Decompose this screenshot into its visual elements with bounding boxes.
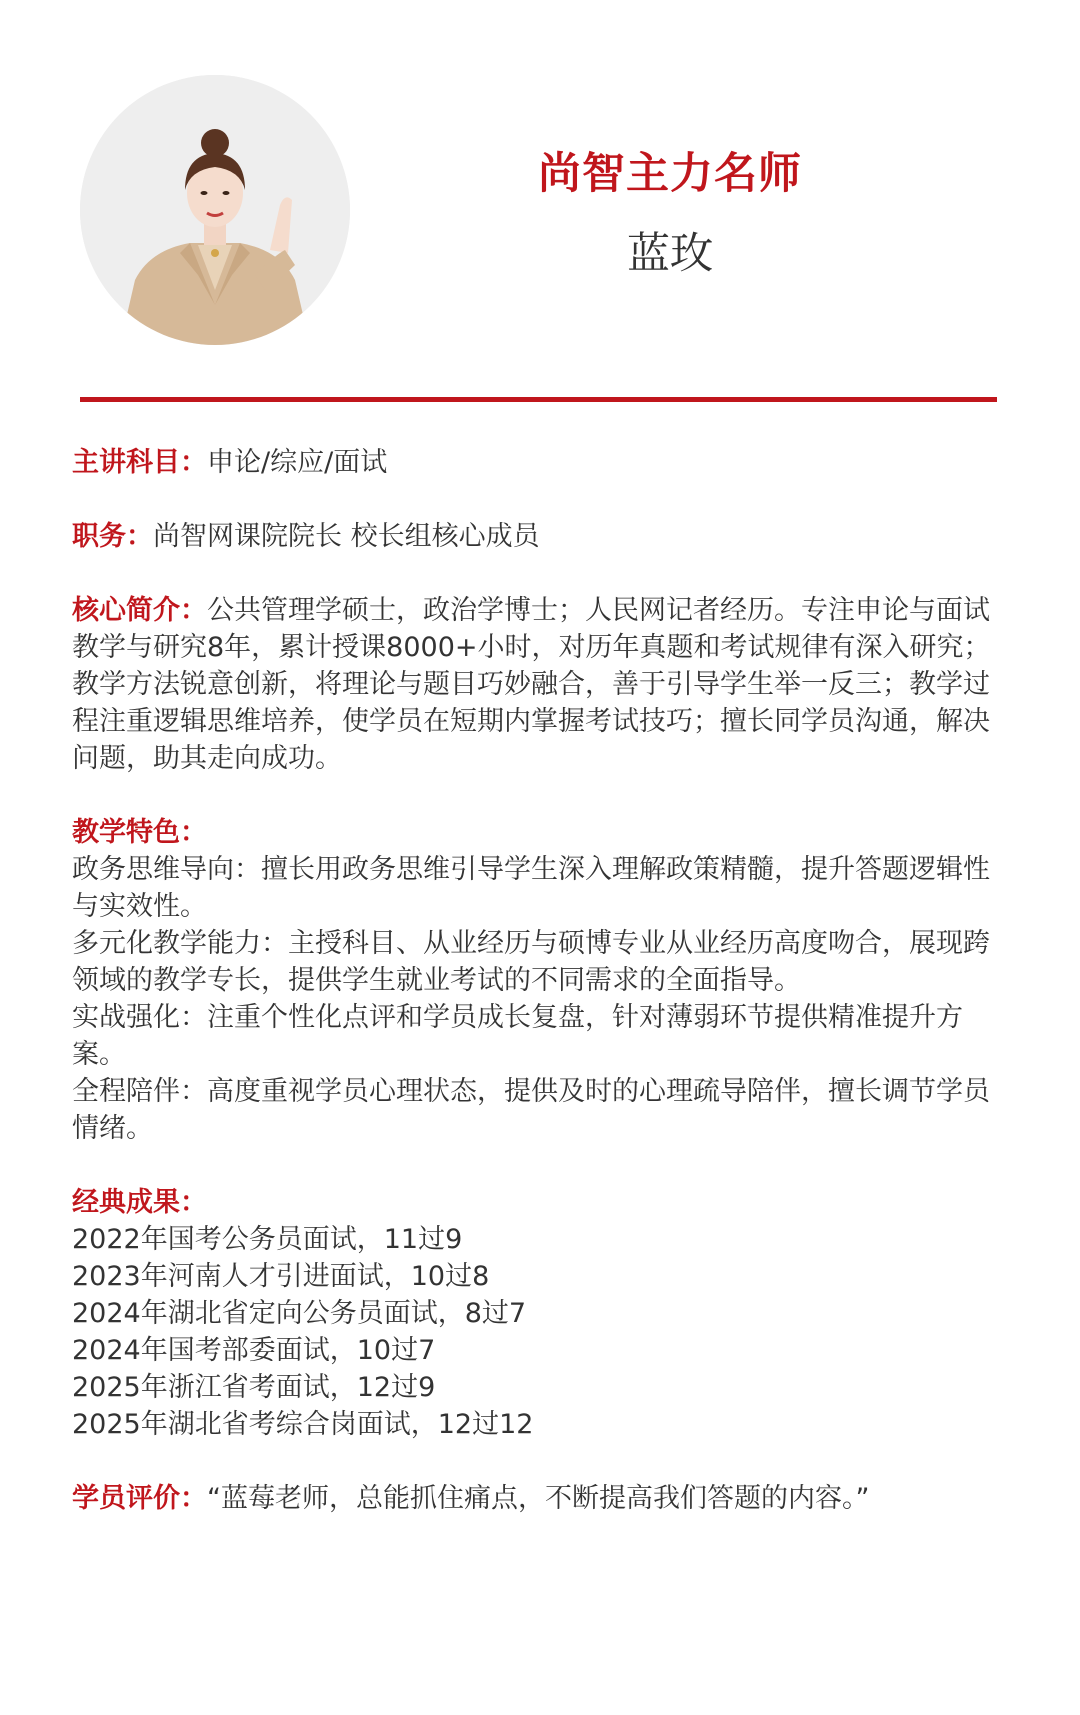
features-label: 教学特色：	[72, 817, 207, 848]
review-section	[72, 1480, 1002, 1517]
result-item: 2024年湖北省定向公务员面试，8过7	[72, 1298, 527, 1329]
profile-content	[72, 444, 1002, 1517]
subjects-value: 申论/综应/面试	[207, 447, 388, 478]
results-section	[72, 1184, 1002, 1443]
result-item: 2024年国考部委面试，10过7	[72, 1335, 436, 1366]
feature-item: 多元化教学能力：主授科目、从业经历与硕博专业从业经历高度吻合，展现跨领域的教学专长，提供学生就业考试的不同需求的全面指导。	[72, 928, 990, 996]
features-section	[72, 814, 1002, 1147]
result-item: 2025年浙江省考面试，12过9	[72, 1372, 436, 1403]
position-section	[72, 518, 1002, 555]
header-title: 尚智主力名师	[538, 149, 802, 199]
result-item: 2022年国考公务员面试，11过9	[72, 1224, 463, 1255]
header-divider	[80, 397, 997, 402]
intro-label: 核心简介：	[72, 595, 207, 626]
results-label: 经典成果：	[72, 1187, 207, 1218]
intro-section	[72, 592, 1002, 777]
intro-value: 公共管理学硕士，政治学博士；人民网记者经历。专注申论与面试教学与研究8年，累计授课8000+小时，对历年真题和考试规律有深入研究；教学方法锐意创新，将理论与题目巧妙融合，善于引导学生举一反三；教学过程注重逻辑思维培养，使学员在短期内掌握考试技巧；擅长同学员沟通，解决问题，助其走向成功。	[72, 595, 991, 774]
review-label: 学员评价：	[72, 1483, 207, 1514]
teacher-name: 蓝玫	[627, 229, 713, 279]
feature-item: 政务思维导向：擅长用政务思维引导学生深入理解政策精髓，提升答题逻辑性与实效性。	[72, 854, 990, 922]
result-item: 2025年湖北省考综合岗面试，12过12	[72, 1409, 534, 1440]
position-label: 职务：	[72, 521, 153, 552]
feature-item: 全程陪伴：高度重视学员心理状态，提供及时的心理疏导陪伴，擅长调节学员情绪。	[72, 1076, 990, 1144]
feature-item: 实战强化：注重个性化点评和学员成长复盘，针对薄弱环节提供精准提升方案。	[72, 1002, 963, 1070]
position-value: 尚智网课院院长 校长组核心成员	[153, 521, 540, 552]
subjects-label: 主讲科目：	[72, 447, 207, 478]
review-value: “蓝莓老师，总能抓住痛点，不断提高我们答题的内容。”	[207, 1483, 870, 1514]
subjects-section	[72, 444, 1002, 481]
teacher-avatar	[80, 75, 350, 345]
teacher-portrait	[80, 75, 350, 345]
result-item: 2023年河南人才引进面试，10过8	[72, 1261, 490, 1292]
